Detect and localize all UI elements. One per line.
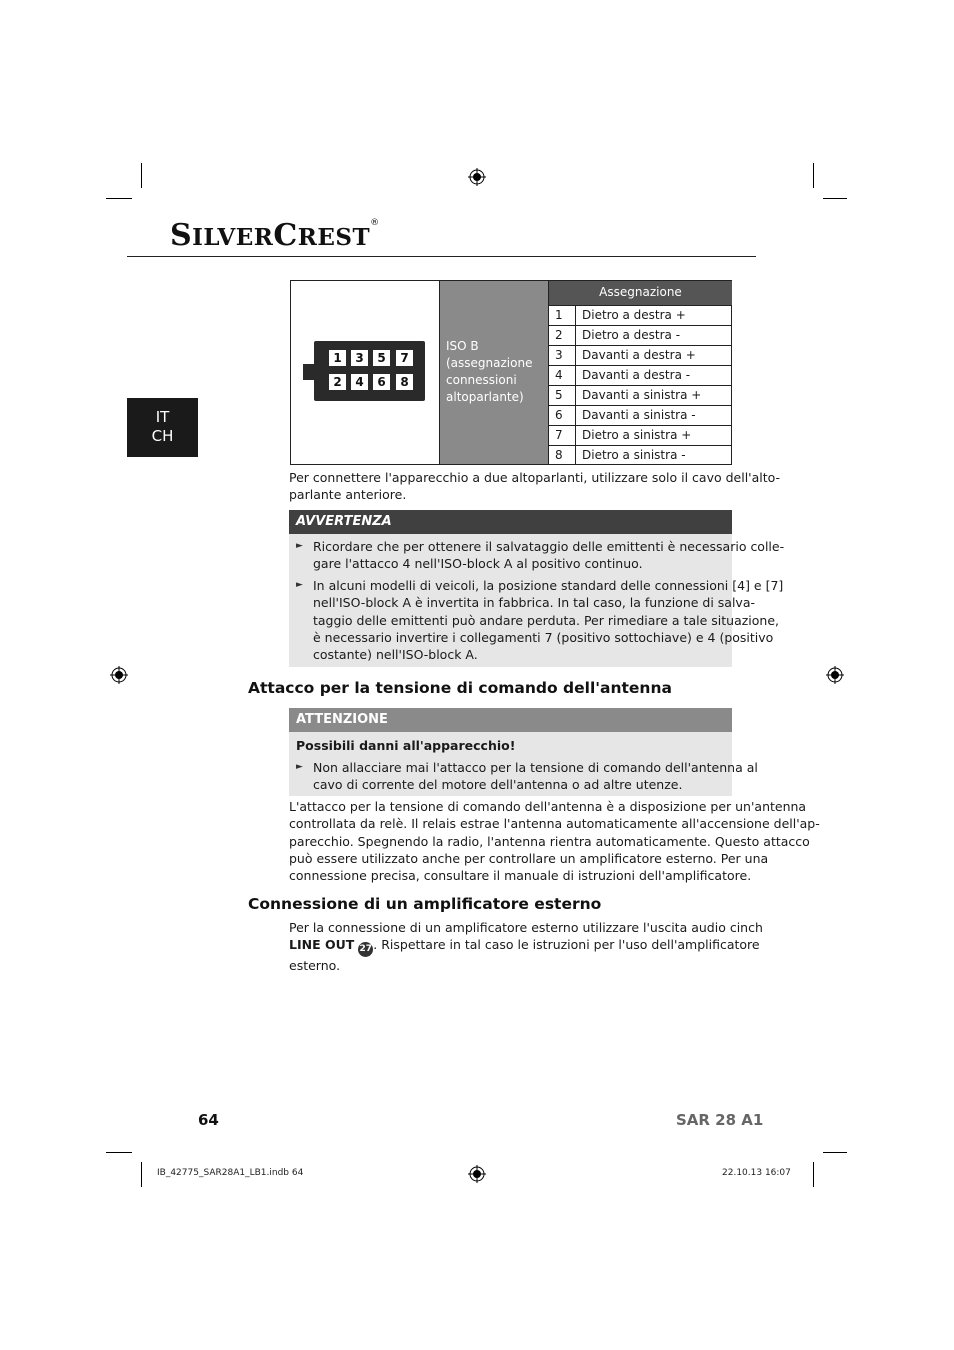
table-row: [548, 425, 732, 445]
pin-number: 5: [549, 386, 576, 405]
reference-number-badge: 27: [358, 942, 373, 957]
pin-number: 4: [549, 366, 576, 385]
attention-subtitle: Possibili danni all'apparecchio!: [296, 738, 516, 753]
section-paragraph: [289, 919, 763, 975]
text-line: può essere utilizzato anche per controllare un amplificatore esterno. Per una: [289, 850, 769, 866]
warning-item: [313, 577, 783, 663]
registration-mark-icon: [468, 168, 486, 186]
pin-assignment: Davanti a destra -: [582, 368, 691, 382]
assignment-rows: [548, 305, 732, 465]
line-out-label: LINE OUT: [289, 937, 355, 953]
text-span: . Rispettare in tal caso le istruzioni per l'uso dell'amplificatore: [373, 937, 760, 953]
connector-pin: 6: [373, 374, 390, 390]
crop-mark: [106, 1152, 132, 1153]
text-line: costante) nell'ISO-block A.: [313, 647, 478, 663]
text-line: esterno.: [289, 958, 341, 974]
iso-label: connessioni: [446, 373, 517, 387]
text-line: cavo di corrente del motore dell'antenna o ad altre utenze.: [313, 777, 683, 793]
bullet-arrow-icon: ►: [296, 762, 303, 772]
iso-label: altoparlante): [446, 390, 524, 404]
text-line: gare l'attacco 4 nell'ISO-block A al positivo continuo.: [313, 556, 643, 572]
text-line: connessione precisa, consultare il manuale di istruzioni dell'amplificatore.: [289, 868, 752, 884]
connector-pin: 8: [396, 374, 413, 390]
crop-mark: [813, 1162, 814, 1187]
attention-title: ATTENZIONE: [289, 708, 732, 732]
bullet-arrow-icon: ►: [296, 541, 303, 551]
connector-pin: 7: [396, 350, 413, 366]
section-heading: Attacco per la tensione di comando dell'antenna: [248, 679, 672, 697]
pin-assignment: Dietro a destra +: [582, 308, 686, 322]
table-row: [548, 305, 732, 325]
iso-connector-diagram: [314, 341, 425, 401]
connector-pin: 5: [373, 350, 390, 366]
text-line: L'attacco per la tensione di comando dell'antenna è a disposizione per un'antenna: [289, 799, 807, 814]
text-line: Non allacciare mai l'attacco per la tensione di comando dell'antenna al: [313, 760, 758, 775]
crop-mark: [813, 163, 814, 188]
header-rule: [127, 256, 756, 257]
text-line: Per connettere l'apparecchio a due altoparlanti, utilizzare solo il cavo dell'alto-: [289, 470, 781, 485]
crop-mark: [823, 1152, 847, 1153]
pin-assignment: Dietro a sinistra -: [582, 448, 686, 462]
connector-pin: 1: [329, 350, 346, 366]
table-row: [548, 405, 732, 425]
table-row: [548, 445, 732, 465]
brand-logo: SILVERCREST®: [170, 218, 380, 253]
table-row: [548, 365, 732, 385]
crop-mark: [141, 1162, 142, 1187]
model-name: SAR 28 A1: [676, 1111, 764, 1129]
iso-label: (assegnazione: [446, 356, 533, 370]
table-row: [548, 345, 732, 365]
warning-item: [313, 538, 784, 573]
registration-mark-icon: [468, 1165, 486, 1183]
print-datetime: 22.10.13 16:07: [722, 1168, 791, 1178]
registration-mark-icon: [826, 666, 844, 684]
intro-paragraph: [289, 469, 780, 504]
table-row: [548, 385, 732, 405]
language-tab: [127, 398, 198, 457]
pin-number: 8: [549, 446, 576, 465]
pin-number: 3: [549, 346, 576, 365]
text-line: parlante anteriore.: [289, 487, 407, 503]
iso-label: ISO B: [446, 339, 479, 353]
crop-mark: [823, 198, 847, 199]
text-line: parecchio. Spegnendo la radio, l'antenna rientra automaticamente. Questo attacco: [289, 833, 810, 849]
crop-mark: [106, 198, 132, 199]
pin-assignment: Dietro a sinistra +: [582, 428, 692, 442]
assignment-column-header: Assegnazione: [548, 281, 732, 305]
pin-assignment: Davanti a destra +: [582, 348, 696, 362]
table-row: [548, 325, 732, 345]
pin-assignment: Dietro a destra -: [582, 328, 681, 342]
registration-mark-icon: [110, 666, 128, 684]
language-code: IT: [155, 408, 170, 426]
warning-title: AVVERTENZA: [289, 510, 732, 534]
country-code: CH: [151, 427, 174, 445]
text-line: nell'ISO-block A è invertita in fabbrica. In tal caso, la funzione di salva-: [313, 595, 756, 611]
text-line: è necessario invertire i collegamenti 7 (positivo sottochiave) e 4 (positivo: [313, 629, 774, 645]
section-paragraph: [289, 798, 820, 884]
crop-mark: [141, 163, 142, 188]
text-line: Per la connessione di un amplificatore esterno utilizzare l'uscita audio cinch: [289, 920, 763, 935]
text-line: [289, 936, 763, 957]
pin-assignment: Davanti a sinistra +: [582, 388, 702, 402]
connector-pin: 3: [351, 350, 368, 366]
iso-label-cell: [440, 281, 548, 464]
pin-number: 1: [549, 306, 576, 325]
bullet-arrow-icon: ►: [296, 580, 303, 590]
text-line: In alcuni modelli di veicoli, la posizione standard delle connessioni [4] e [7]: [313, 578, 784, 593]
connector-pin: 2: [329, 374, 346, 390]
page-number: 64: [198, 1111, 219, 1129]
pin-assignment: Davanti a sinistra -: [582, 408, 696, 422]
section-heading: Connessione di un amplificatore esterno: [248, 895, 602, 913]
text-line: controllata da relè. Il relais estrae l'antenna automaticamente all'accensione dell'ap-: [289, 816, 820, 832]
attention-item: [313, 759, 758, 794]
pin-number: 6: [549, 406, 576, 425]
text-line: Ricordare che per ottenere il salvataggio delle emittenti è necessario colle-: [313, 539, 785, 554]
pin-number: 7: [549, 426, 576, 445]
print-file-info: IB_42775_SAR28A1_LB1.indb 64: [157, 1168, 304, 1178]
connector-pin: 4: [351, 374, 368, 390]
pin-number: 2: [549, 326, 576, 345]
text-line: taggio delle emittenti può andare perduta. Per rimediare a tale situazione,: [313, 612, 779, 628]
